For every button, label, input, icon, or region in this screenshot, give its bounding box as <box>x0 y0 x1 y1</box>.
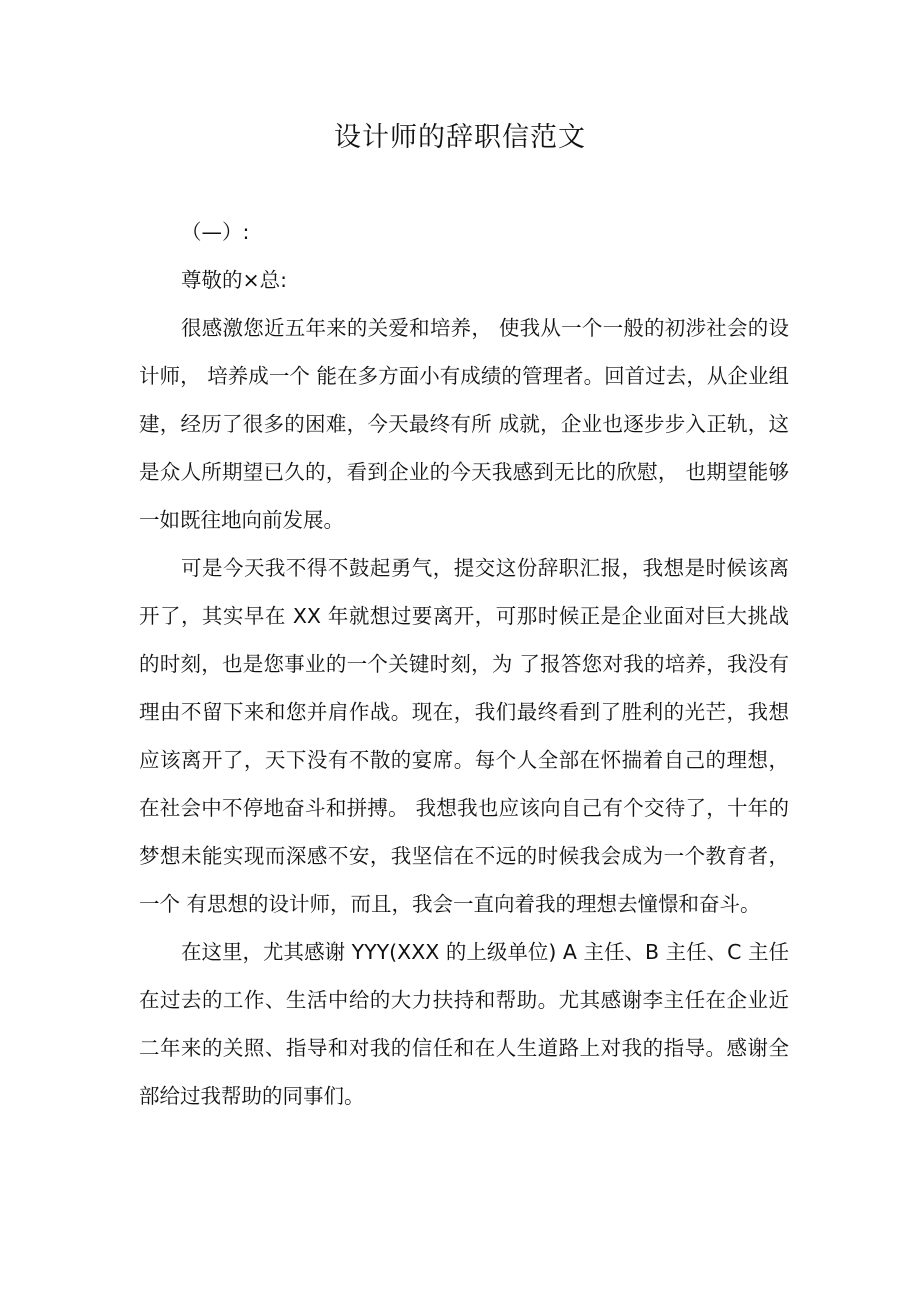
document-title: 设计师的辞职信范文 <box>334 122 586 153</box>
body-paragraph-3: 在这里，尤其感谢 YYY(XXX 的上级单位) A 主任、B 主任、C 主任在过去的工作、生活中给的大力扶持和帮助。尤其感谢李主任在企业近二年来的关照、指导和对我的信任和在人生道路上对我的指导。感谢全部给过我帮助的同事们。 <box>139 940 789 1108</box>
section-marker: （—）: <box>181 220 250 244</box>
body-paragraph-1: 很感激您近五年来的关爱和培养， 使我从一个一般的初涉社会的设计师， 培养成一个 能在多方面小有成绩的管理者。回首过去，从企业组建，经历了很多的困难，今天最终有所 成就，企业也逐步步入正轨，这是众人所期望已久的，看到企业的今天我感到无比的欣慰， 也期望能够一如既往地向前发展。 <box>139 316 789 532</box>
body-paragraph-2: 可是今天我不得不鼓起勇气，提交这份辞职汇报，我想是时候该离开了，其实早在 XX 年就想过要离开，可那时候正是企业面对巨大挑战的时刻，也是您事业的一个关键时刻，为 了报答您对我的培养，我没有理由不留下来和您并肩作战。现在，我们最终看到了胜利的光芒，我想应该离开了，天下没有不散的宴席。每个人全部在怀揣着自己的理想， 在社会中不停地奋斗和拼搏。 我想我也应该向自己有个交待了，十年的梦想未能实现而深感不安，我坚信在不远的时候我会成为一个教育者，一个 有思想的设计师，而且，我会一直向着我的理想去憧憬和奋斗。 <box>139 556 789 916</box>
salutation: 尊敬的×总: <box>181 268 288 292</box>
letter-body <box>139 208 789 1120</box>
